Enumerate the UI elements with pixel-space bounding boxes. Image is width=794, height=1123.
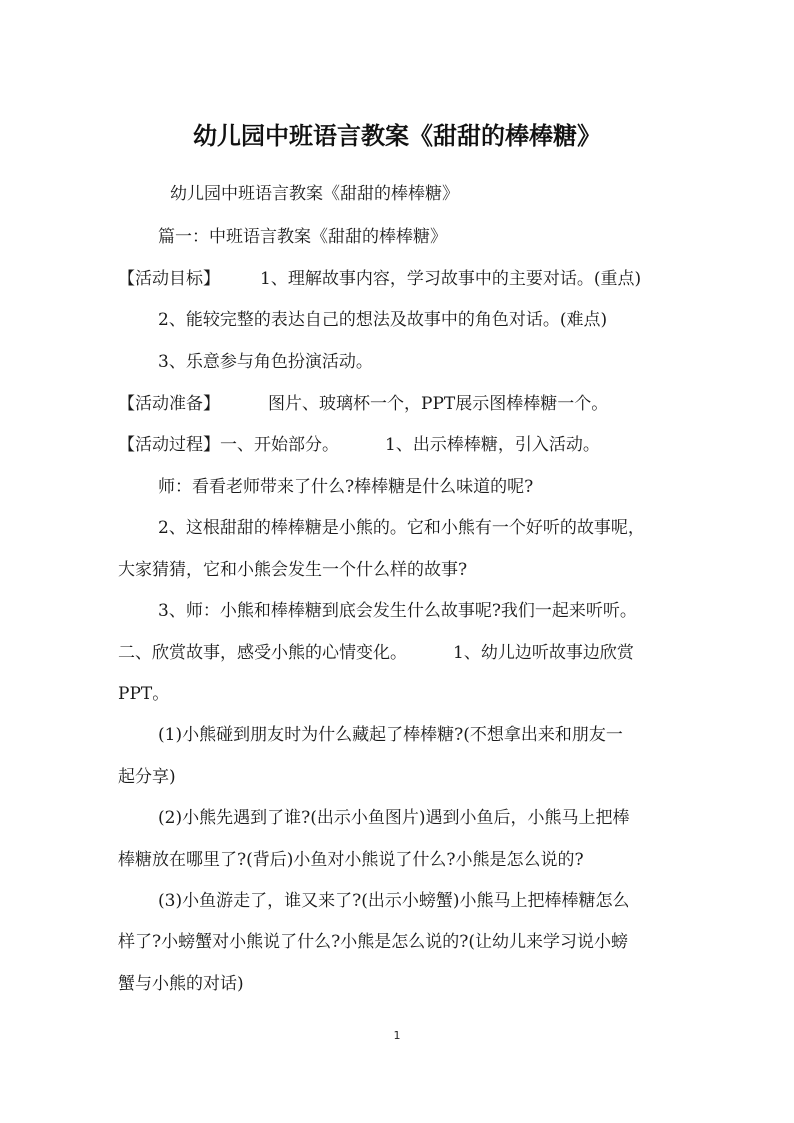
activity-goals-line bbox=[118, 266, 641, 292]
story-step-1: 1、幼儿边听故事边欣赏 bbox=[453, 643, 634, 663]
teacher-question-line: 师：看看老师带来了什么?棒棒糖是什么味道的呢? bbox=[158, 477, 534, 497]
subtitle-line: 幼儿园中班语言教案《甜甜的棒棒糖》 bbox=[170, 184, 459, 204]
activity-prep-label: 【活动准备】 bbox=[118, 394, 220, 414]
goal-item-1: 1、理解故事内容，学习故事中的主要对话。(重点) bbox=[260, 269, 642, 289]
story-section-line bbox=[118, 640, 634, 666]
activity-goals-label: 【活动目标】 bbox=[118, 269, 220, 289]
process-step-2-continued: 大家猜猜，它和小熊会发生一个什么样的故事? bbox=[118, 560, 468, 580]
question-3-line: (3)小鱼游走了，谁又来了?(出示小螃蟹)小熊马上把棒棒糖怎么 bbox=[158, 891, 630, 911]
section-heading-line: 篇一：中班语言教案《甜甜的棒棒糖》 bbox=[158, 227, 447, 247]
question-1-continued: 起分享) bbox=[118, 767, 176, 787]
question-2-continued: 棒糖放在哪里了?(背后)小鱼对小熊说了什么?小熊是怎么说的? bbox=[118, 850, 584, 870]
goal-item-3: 3、乐意参与角色扮演活动。 bbox=[158, 352, 373, 372]
activity-prep-text: 图片、玻璃杯一个，PPT展示图棒棒糖一个。 bbox=[268, 394, 609, 414]
story-step-1-continued: PPT。 bbox=[118, 684, 170, 704]
goal-item-2: 2、能较完整的表达自己的想法及故事中的角色对话。(难点) bbox=[158, 310, 608, 330]
question-3-end: 蟹与小熊的对话) bbox=[118, 974, 244, 994]
process-step-1: 1、出示棒棒糖，引入活动。 bbox=[385, 435, 600, 455]
document-title: 幼儿园中班语言教案《甜甜的棒棒糖》 bbox=[193, 122, 601, 150]
activity-prep-line bbox=[118, 391, 608, 417]
activity-process-label: 【活动过程】一、开始部分。 bbox=[118, 435, 339, 455]
question-3-continued: 样了?小螃蟹对小熊说了什么?小熊是怎么说的?(让幼儿来学习说小螃 bbox=[118, 932, 628, 952]
question-2-line: (2)小熊先遇到了谁?(出示小鱼图片)遇到小鱼后，小熊马上把棒 bbox=[158, 808, 630, 828]
process-step-2-line: 2、这根甜甜的棒棒糖是小熊的。它和小熊有一个好听的故事呢， bbox=[158, 518, 645, 538]
story-section-heading: 二、欣赏故事，感受小熊的心情变化。 bbox=[118, 643, 407, 663]
page-number: 1 bbox=[393, 1029, 401, 1042]
activity-process-line bbox=[118, 432, 600, 458]
question-1-line: (1)小熊碰到朋友时为什么藏起了棒棒糖?(不想拿出来和朋友一 bbox=[158, 725, 623, 745]
process-step-3-line: 3、师：小熊和棒棒糖到底会发生什么故事呢?我们一起来听听。 bbox=[158, 601, 637, 621]
